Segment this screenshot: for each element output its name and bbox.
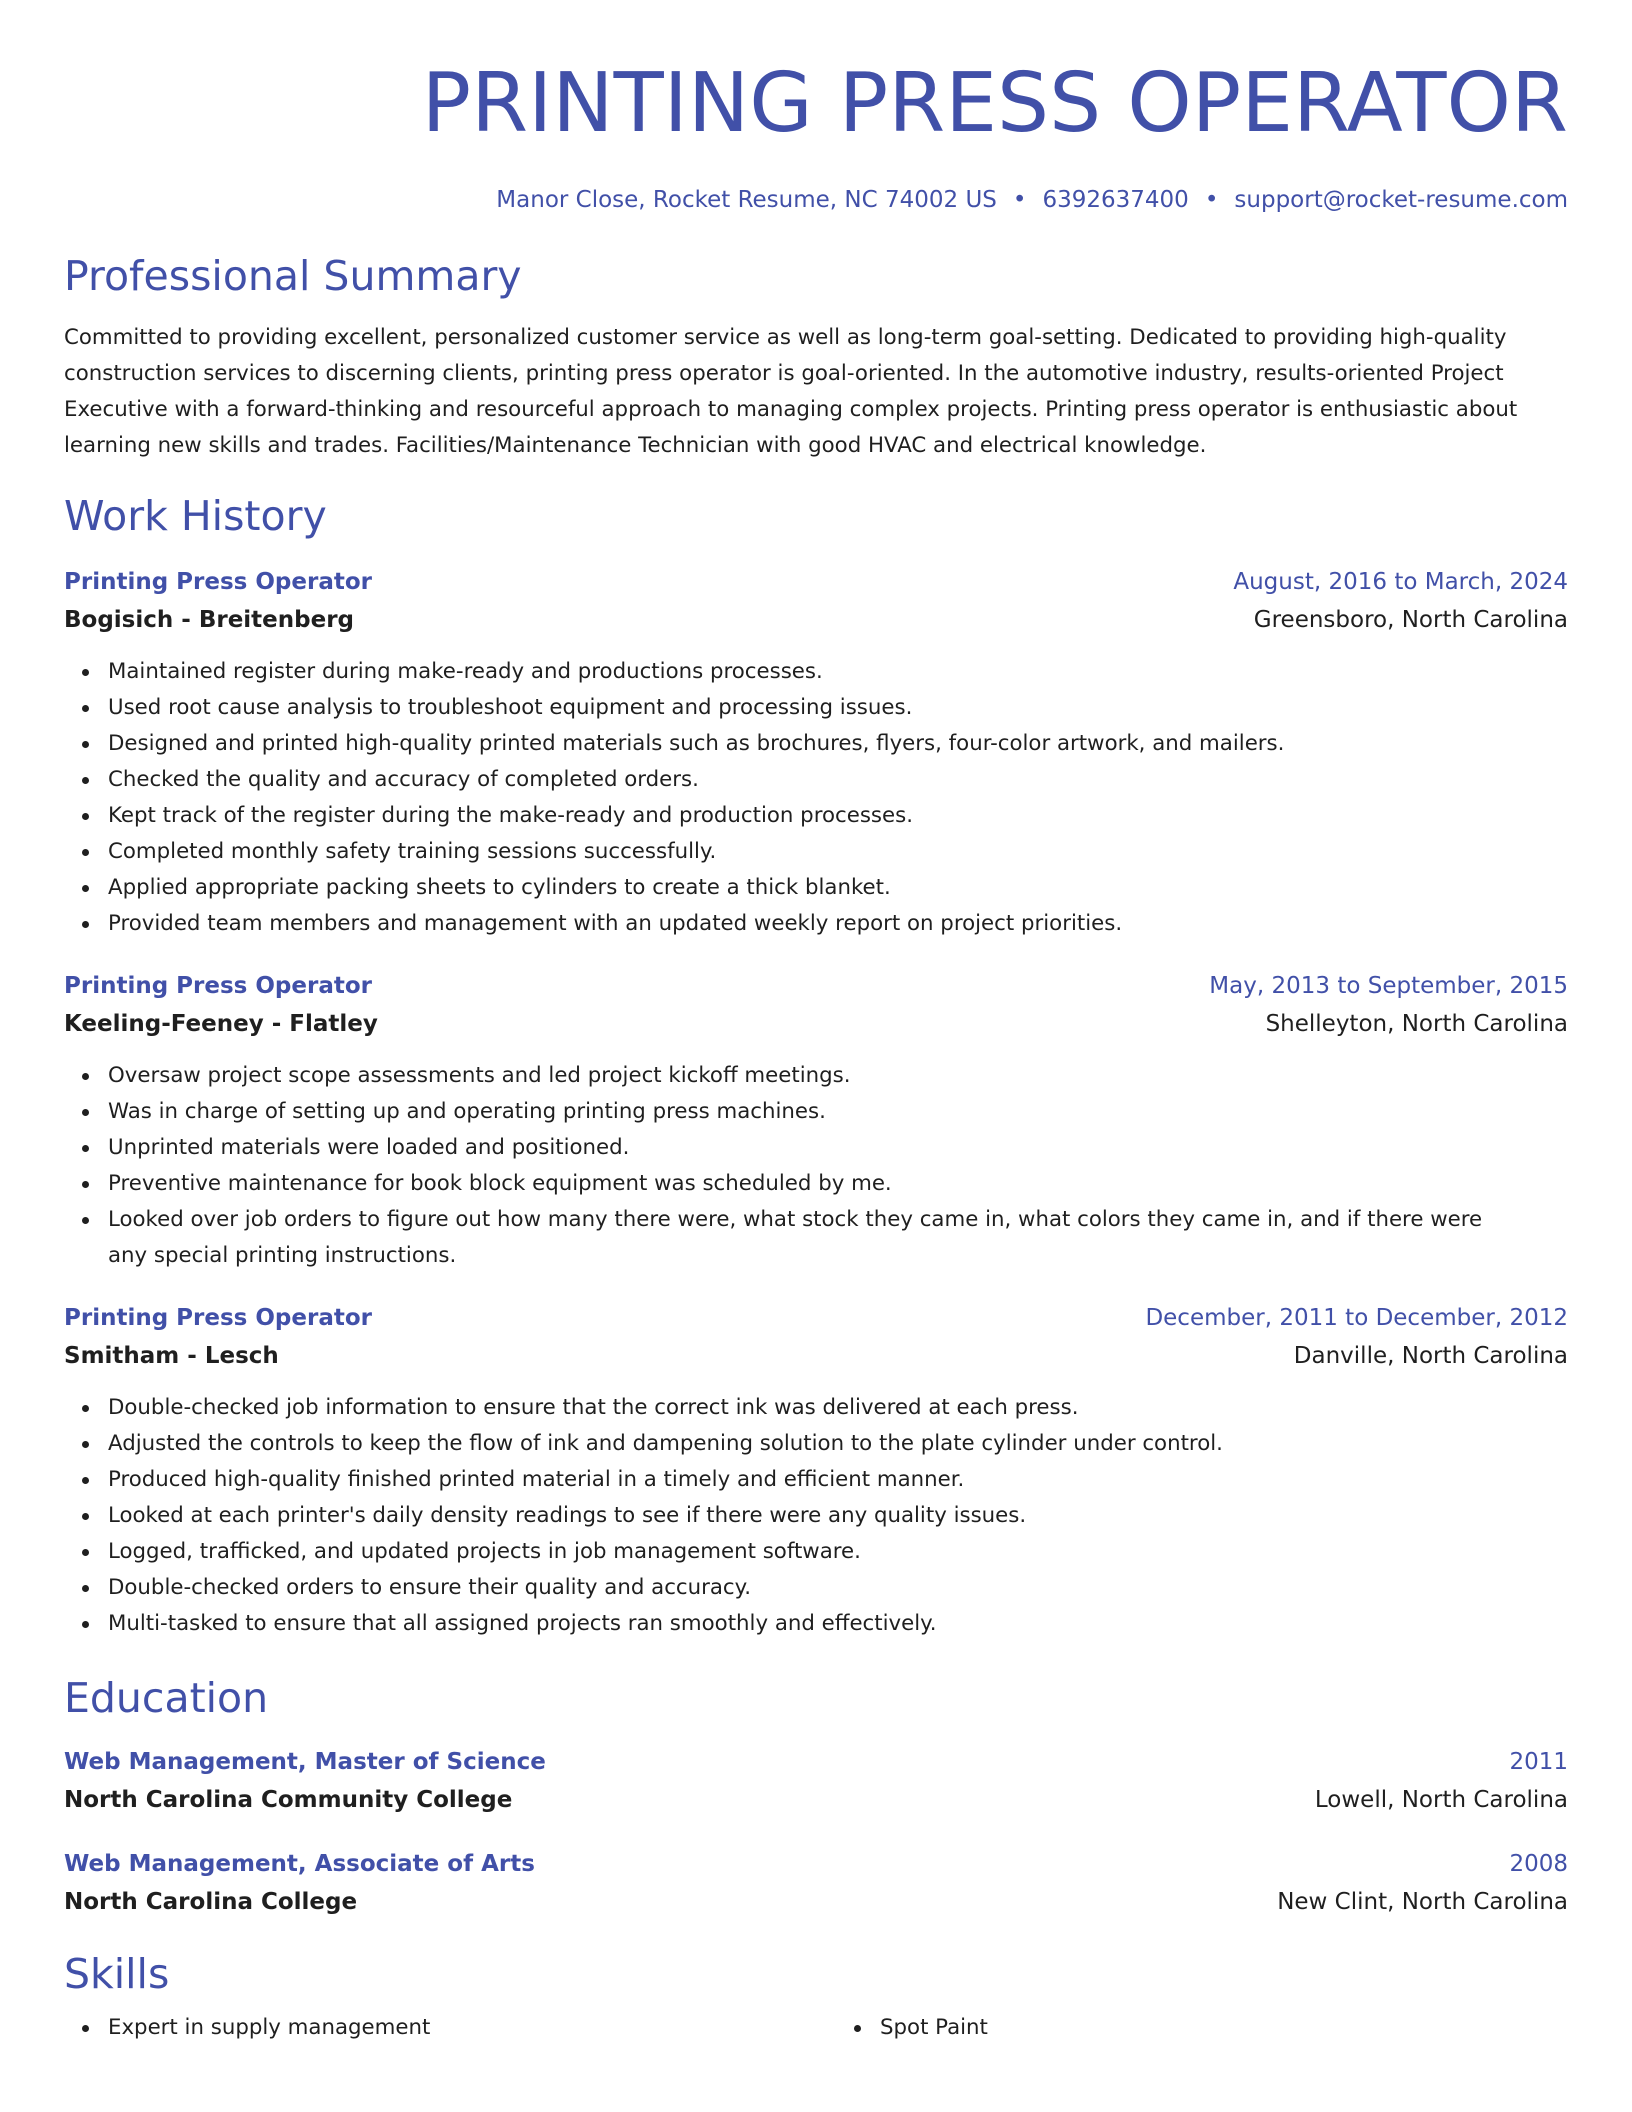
section-title-skills: Skills [64,1950,170,1998]
job-header-row [64,564,1568,600]
job-dates: May, 2013 to September, 2015 [1209,973,1568,999]
section-title-summary: Professional Summary [64,252,522,300]
job-header-row [64,968,1568,1004]
skills-column-right [836,2010,1568,2046]
education-year: 2008 [1509,1851,1568,1877]
education-school: North Carolina Community College [64,1787,513,1813]
section-title-education: Education [64,1674,269,1722]
job-bullet-item: Checked the quality and accuracy of completed orders. [108,762,1568,798]
job-bullet-item: Used root cause analysis to troubleshoot equipment and processing issues. [108,690,1568,726]
skills-grid [64,2010,1568,2046]
job-bullet-item: Preventive maintenance for book block equipment was scheduled by me. [108,1166,1568,1202]
education-school-row [64,1882,1568,1922]
contact-address: Manor Close, Rocket Resume, NC 74002 US [496,187,997,213]
skill-item: Spot Paint [880,2010,1568,2046]
contact-line [64,184,1568,216]
contact-separator: • [1204,187,1219,213]
job-entry [64,564,1568,942]
job-dates: August, 2016 to March, 2024 [1233,569,1568,595]
job-bullet-item: Logged, trafficked, and updated projects in job management software. [108,1534,1568,1570]
job-bullet-item: Was in charge of setting up and operating printing press machines. [108,1094,1568,1130]
contact-email: support@rocket-resume.com [1234,187,1568,213]
education-year: 2011 [1509,1749,1568,1775]
education-degree: Web Management, Master of Science [64,1749,546,1775]
job-bullet-item: Adjusted the controls to keep the flow of ink and dampening solution to the plate cylinder under control. [108,1426,1568,1462]
job-bullet-item: Multi-tasked to ensure that all assigned projects ran smoothly and effectively. [108,1606,1568,1642]
job-bullet-item: Completed monthly safety training sessions successfully. [108,834,1568,870]
section-title-work: Work History [64,492,327,540]
job-company: Bogisich - Breitenberg [64,607,355,633]
job-bullet-item: Looked over job orders to figure out how many there were, what stock they came in, what colors they came in, and if there were any special printing instructions. [108,1202,1568,1274]
job-list [64,564,1568,1642]
job-company-row [64,1004,1568,1044]
contact-phone: 6392637400 [1042,187,1189,213]
job-bullets [64,1390,1568,1642]
job-role: Printing Press Operator [64,973,372,999]
job-bullet-item: Looked at each printer's daily density readings to see if there were any quality issues. [108,1498,1568,1534]
education-header-row [64,1846,1568,1882]
education-location: Lowell, North Carolina [1314,1787,1568,1813]
education-header-row [64,1744,1568,1780]
education-school: North Carolina College [64,1889,358,1915]
summary-text: Committed to providing excellent, personalized customer service as well as long-term goal-setting. Dedicated to providing high-quality construction services to discerning clients, printing press operator is goal-oriented. In the automotive industry, results-oriented Project Executive with a forward-thinking and resourceful approach to managing complex projects. Printing press operator is enthusiastic about learning new skills and trades. Facilities/Maintenance Technician with good HVAC and electrical knowledge. [64,325,1518,458]
job-company-row [64,600,1568,640]
education-school-row [64,1780,1568,1820]
education-degree: Web Management, Associate of Arts [64,1851,535,1877]
job-location: Danville, North Carolina [1293,1343,1568,1369]
job-dates: December, 2011 to December, 2012 [1145,1305,1568,1331]
skills-column-left [64,2010,796,2046]
job-bullets [64,1058,1568,1274]
education-entry [64,1846,1568,1922]
job-bullet-item: Double-checked job information to ensure that the correct ink was delivered at each press. [108,1390,1568,1426]
job-entry [64,1300,1568,1642]
skills-section [64,1948,1568,2046]
job-bullets [64,654,1568,942]
job-bullet-item: Applied appropriate packing sheets to cylinders to create a thick blanket. [108,870,1568,906]
job-bullet-item: Designed and printed high-quality printed materials such as brochures, flyers, four-color artwork, and mailers. [108,726,1568,762]
job-location: Shelleyton, North Carolina [1265,1011,1568,1037]
job-bullet-item: Oversaw project scope assessments and led project kickoff meetings. [108,1058,1568,1094]
education-section [64,1672,1568,1922]
job-bullet-item: Maintained register during make-ready and productions processes. [108,654,1568,690]
job-role: Printing Press Operator [64,1305,372,1331]
job-company: Keeling-Feeney - Flatley [64,1011,378,1037]
job-bullet-item: Produced high-quality finished printed material in a timely and efficient manner. [108,1462,1568,1498]
contact-separator: • [1012,187,1027,213]
job-bullet-item: Unprinted materials were loaded and positioned. [108,1130,1568,1166]
education-list [64,1744,1568,1922]
job-bullet-item: Provided team members and management with an updated weekly report on project priorities. [108,906,1568,942]
skill-item: Expert in supply management [108,2010,796,2046]
work-history-section [64,490,1568,1642]
job-location: Greensboro, North Carolina [1253,607,1568,633]
education-location: New Clint, North Carolina [1277,1889,1568,1915]
education-entry [64,1744,1568,1820]
job-entry [64,968,1568,1274]
job-company-row [64,1336,1568,1376]
job-company: Smitham - Lesch [64,1343,279,1369]
job-role: Printing Press Operator [64,569,372,595]
job-bullet-item: Kept track of the register during the make-ready and production processes. [108,798,1568,834]
candidate-title: PRINTING PRESS OPERATOR [421,56,1568,151]
summary-section [64,250,1568,464]
job-bullet-item: Double-checked orders to ensure their quality and accuracy. [108,1570,1568,1606]
resume-header [64,56,1568,216]
job-header-row [64,1300,1568,1336]
